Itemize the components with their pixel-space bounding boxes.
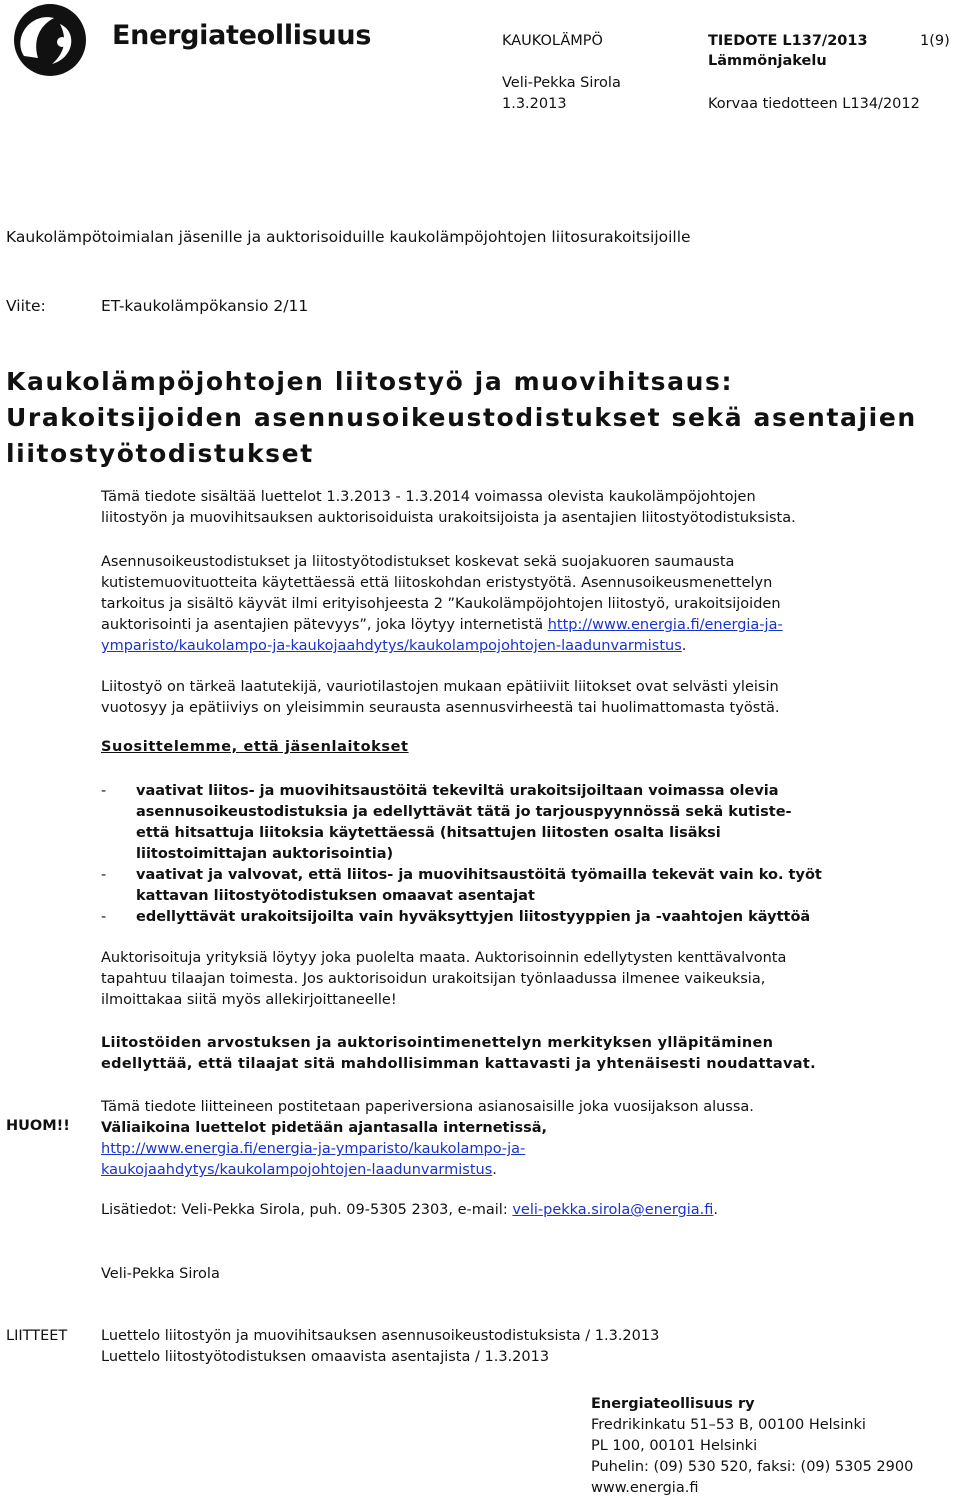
header-subject: Lämmönjakelu [708, 53, 827, 69]
certs-trailing: . [681, 638, 687, 654]
document-title [6, 364, 917, 472]
signature: Veli-Pekka Sirola [101, 1266, 220, 1282]
attachment-item: Luettelo liitostyötodistuksen omaavista asentajista / 1.3.2013 [101, 1349, 550, 1365]
title-line: liitostyötodistukset [6, 439, 314, 468]
list-dash: - [101, 783, 107, 799]
footer-address: PL 100, 00101 Helsinki [591, 1438, 758, 1454]
contact-trailing: . [713, 1202, 719, 1218]
reference-label: Viite: [6, 297, 46, 315]
quality-paragraph [101, 677, 951, 719]
company-logo-text: Energiateollisuus [112, 20, 372, 51]
header-page-number: 1(9) [920, 33, 950, 49]
recommend-heading: Suosittelemme, että jäsenlaitokset [101, 739, 409, 755]
footer-contact-block [591, 1394, 913, 1499]
notice-line [101, 1139, 951, 1160]
certs-line-text: auktorisointi ja asentajien pätevyys”, joka löytyy internetistä [101, 617, 548, 633]
certs-line: kutistemuovituotteita käytettäessä että liitoskohdan eristystyötä. Asennusoikeusmenettelyn [101, 575, 773, 591]
list-line: asennusoikeustodistuksia ja edellyttävät tätä jo tarjouspyynnössä sekä kutiste- [136, 804, 792, 820]
header-author: Veli-Pekka Sirola [502, 75, 621, 91]
authorized-line: tapahtuu tilaajan toimesta. Jos auktorisoidun urakoitsijan työnlaadussa ilmenee vaikeuksia, [101, 971, 766, 987]
notice-paragraph [101, 1097, 951, 1181]
footer-org: Energiateollisuus ry [591, 1396, 755, 1412]
emphasis-paragraph [101, 1033, 951, 1075]
contact-email-link[interactable]: veli-pekka.sirola@energia.fi [512, 1202, 714, 1218]
intro-line: Tämä tiedote sisältää luettelot 1.3.2013 - 1.3.2014 voimassa olevista kaukolämpöjohtojen [101, 489, 756, 505]
notice-label: HUOM!! [6, 1118, 70, 1134]
header-doc-id: TIEDOTE L137/2013 [708, 33, 868, 49]
list-item [101, 907, 956, 928]
emphasis-line: Liitostöiden arvostuksen ja auktorisointimenettelyn merkityksen ylläpitäminen [101, 1035, 774, 1051]
list-item-text [136, 865, 956, 907]
instruction-link[interactable]: http://www.energia.fi/energia-ja- [547, 617, 783, 633]
list-line: liitostoimittajan auktorisointia) [136, 846, 394, 862]
title-line: Urakoitsijoiden asennusoikeustodistukset sekä asentajien [6, 403, 917, 432]
header-date: 1.3.2013 [502, 96, 567, 112]
notice-line: Tämä tiedote liitteineen postitetaan paperiversiona asianosaisille joka vuosijakson alussa. [101, 1099, 754, 1115]
quality-line: Liitostyö on tärkeä laatutekijä, vauriotilastojen mukaan epätiiviit liitokset ovat selvästi yleisin [101, 679, 779, 695]
certificates-paragraph [101, 552, 951, 657]
footer-web: www.energia.fi [591, 1480, 699, 1496]
certs-line: Asennusoikeustodistukset ja liitostyötodistukset koskevat sekä suojakuoren saumausta [101, 554, 735, 570]
certs-line: tarkoitus ja sisältö käyvät ilmi erityisohjeesta 2 ”Kaukolämpöjohtojen liitostyö, urakoitsijoiden [101, 596, 781, 612]
list-line: vaativat ja valvovat, että liitos- ja muovihitsaustöitä työmailla tekevät vain ko. työt [136, 867, 822, 883]
emphasis-line: edellyttää, että tilaajat sitä mahdollisimman kattavasti ja yhtenäisesti noudattavat. [101, 1056, 816, 1072]
list-dash: - [101, 909, 107, 925]
notice-line: Väliaikoina luettelot pidetään ajantasalla internetissä, [101, 1120, 548, 1136]
authorized-line: ilmoittakaa siitä myös allekirjoittaneelle! [101, 992, 397, 1008]
notice-trailing: . [492, 1162, 497, 1178]
list-line: että hitsattuja liitoksia käytettäessä (hitsattujen liitosten osalta lisäksi [136, 825, 721, 841]
certs-line [101, 615, 951, 636]
contact-line [101, 1202, 718, 1218]
instruction-link-continued[interactable]: ymparisto/kaukolampo-ja-kaukojaahdytys/kaukolampojohtojen-laadunvarmistus [101, 638, 682, 654]
contact-text: Lisätiedot: Veli-Pekka Sirola, puh. 09-5305 2303, e-mail: [101, 1202, 513, 1218]
attachment-item: Luettelo liitostyön ja muovihitsauksen asennusoikeustodistuksista / 1.3.2013 [101, 1328, 660, 1344]
register-link-continued[interactable]: kaukojaahdytys/kaukolampojohtojen-laadunvarmistus [101, 1162, 493, 1178]
intro-paragraph [101, 487, 951, 529]
reference-value: ET-kaukolämpökansio 2/11 [101, 297, 309, 315]
list-line: kattavan liitostyötodistuksen omaavat asentajat [136, 888, 535, 904]
list-dash: - [101, 867, 107, 883]
header-department: KAUKOLÄMPÖ [502, 33, 603, 49]
list-item [101, 781, 956, 865]
authorized-line: Auktorisoituja yrityksiä löytyy joka puolelta maata. Auktorisoinnin edellytysten kenttävalvonta [101, 950, 787, 966]
authorized-paragraph [101, 948, 951, 1011]
footer-address: Fredrikinkatu 51–53 B, 00100 Helsinki [591, 1417, 866, 1433]
footer-phone: Puhelin: (09) 530 520, faksi: (09) 5305 2900 [591, 1459, 914, 1475]
list-item-text [136, 907, 956, 928]
list-line: vaativat liitos- ja muovihitsaustöitä tekeviltä urakoitsijoiltaan voimassa olevia [136, 783, 779, 799]
attachments-label: LIITTEET [6, 1328, 68, 1344]
register-link[interactable]: http://www.energia.fi/energia-ja-ymparisto/kaukolampo-ja- [101, 1141, 526, 1157]
company-logo-mark [2, 2, 98, 78]
notice-line [101, 1160, 951, 1181]
list-line: edellyttävät urakoitsijoilta vain hyväksyttyjen liitostyyppien ja -vaahtojen käyttöä [136, 909, 811, 925]
header-replaces: Korvaa tiedotteen L134/2012 [708, 96, 920, 112]
title-line: Kaukolämpöjohtojen liitostyö ja muovihitsaus: [6, 367, 734, 396]
quality-line: vuotosyy ja epätiiviys on yleisimmin seurausta asennusvirheestä tai huolimattomasta työstä. [101, 700, 780, 716]
intro-line: liitostyön ja muovihitsauksen auktorisoiduista urakoitsijoista ja asentajien liitostyötodistuksista. [101, 510, 796, 526]
list-item [101, 865, 956, 907]
recipients-line: Kaukolämpötoimialan jäsenille ja auktorisoiduille kaukolämpöjohtojen liitosurakoitsijoille [6, 228, 691, 246]
list-item-text [136, 781, 956, 865]
certs-line [101, 636, 951, 657]
